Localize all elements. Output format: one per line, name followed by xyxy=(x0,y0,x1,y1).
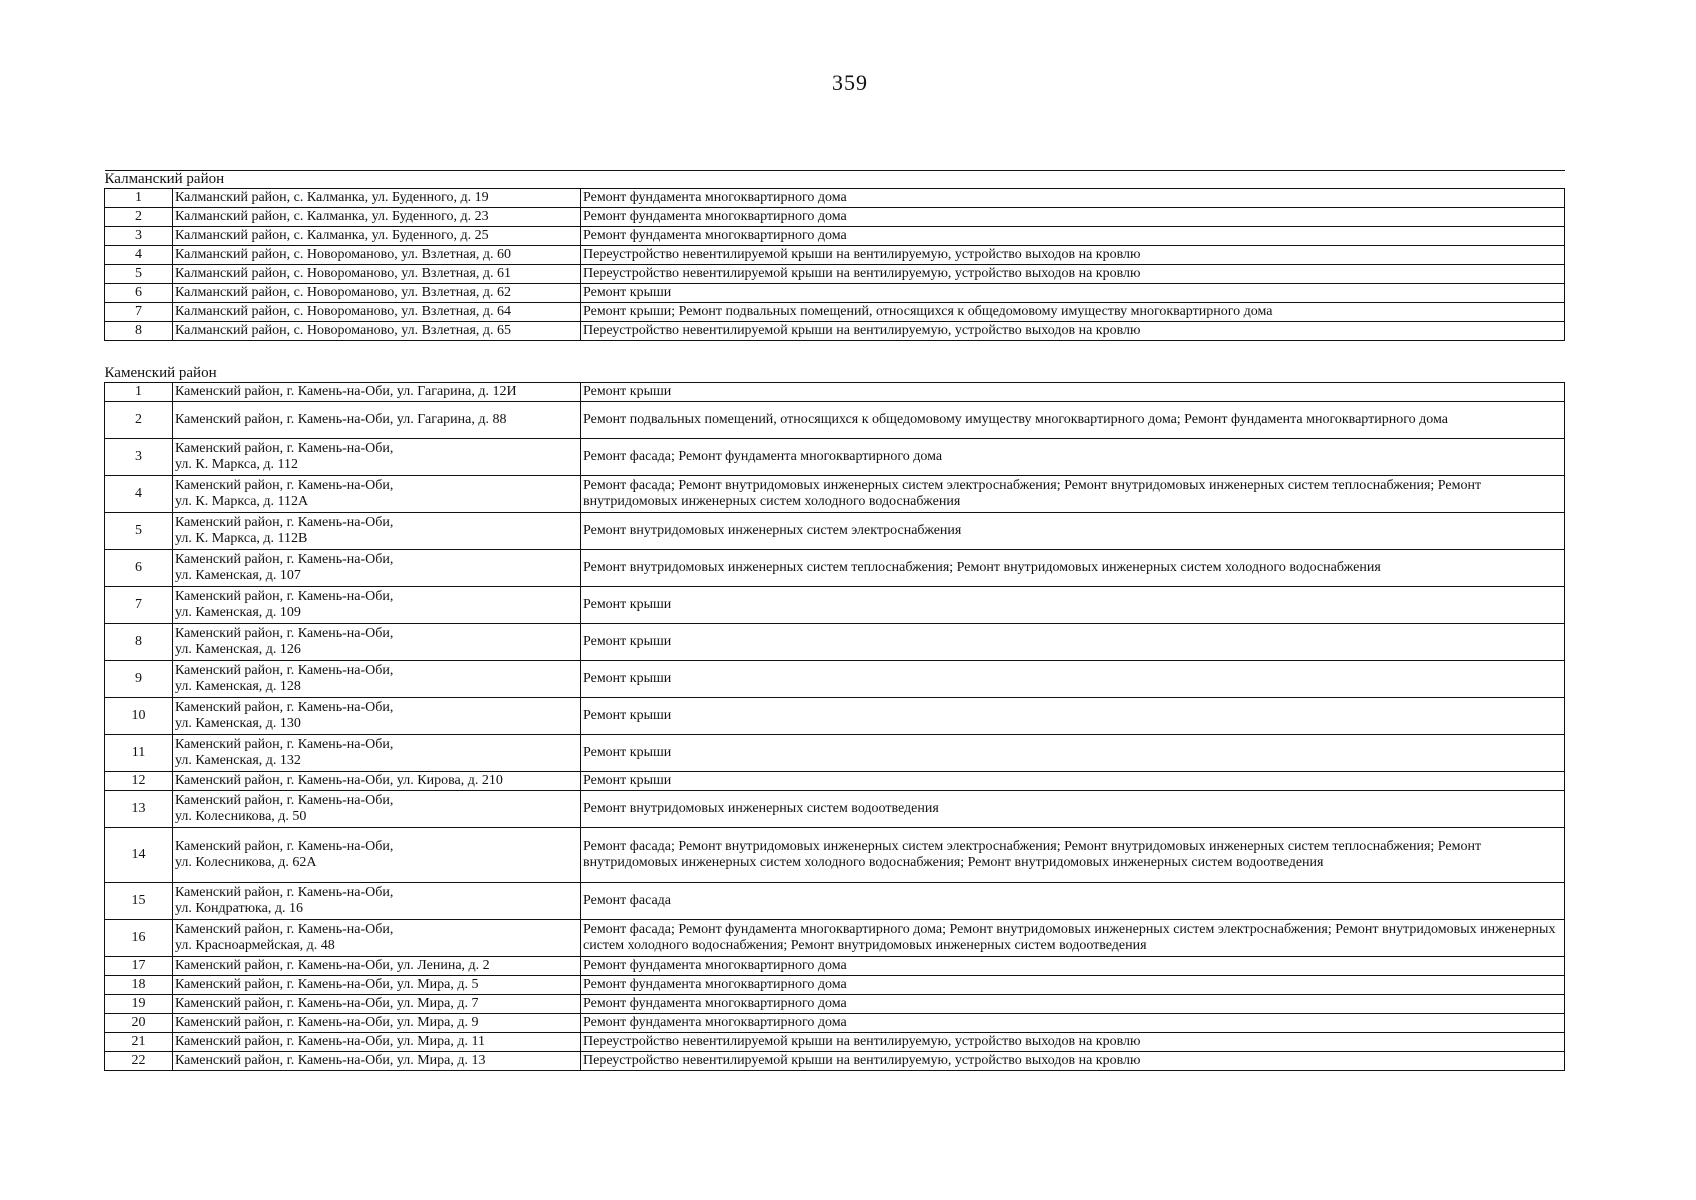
row-number: 13 xyxy=(105,791,173,828)
table-row xyxy=(105,1033,1565,1052)
table-row xyxy=(105,624,1565,661)
table-row xyxy=(105,322,1565,341)
row-number: 6 xyxy=(105,284,173,303)
row-address: Каменский район, г. Камень-на-Оби, ул. Красноармейская, д. 48 xyxy=(173,920,581,957)
section-header-row xyxy=(105,171,1565,189)
table-row xyxy=(105,513,1565,550)
row-works: Переустройство невентилируемой крыши на вентилируемую, устройство выходов на кровлю xyxy=(581,265,1565,284)
row-works: Ремонт внутридомовых инженерных систем электроснабжения xyxy=(581,513,1565,550)
row-address: Калманский район, с. Новороманово, ул. Взлетная, д. 65 xyxy=(173,322,581,341)
row-address: Калманский район, с. Новороманово, ул. Взлетная, д. 61 xyxy=(173,265,581,284)
table-row xyxy=(105,550,1565,587)
table-row xyxy=(105,189,1565,208)
table-row xyxy=(105,246,1565,265)
table-body xyxy=(105,171,1565,1071)
row-works: Ремонт фундамента многоквартирного дома xyxy=(581,995,1565,1014)
table-row xyxy=(105,957,1565,976)
table-row xyxy=(105,383,1565,402)
row-number: 2 xyxy=(105,208,173,227)
section-title: Калманский район xyxy=(105,171,1565,189)
row-number: 1 xyxy=(105,189,173,208)
row-number: 8 xyxy=(105,624,173,661)
row-number: 22 xyxy=(105,1052,173,1071)
row-works: Ремонт крыши xyxy=(581,772,1565,791)
table-row xyxy=(105,265,1565,284)
row-works: Ремонт внутридомовых инженерных систем теплоснабжения; Ремонт внутридомовых инженерных систем холодного водоснабжения xyxy=(581,550,1565,587)
row-address: Каменский район, г. Камень-на-Оби, ул. К. Маркса, д. 112А xyxy=(173,476,581,513)
row-works: Ремонт крыши xyxy=(581,587,1565,624)
table-row xyxy=(105,303,1565,322)
row-works: Ремонт крыши; Ремонт подвальных помещений, относящихся к общедомовому имуществу многоквартирного дома xyxy=(581,303,1565,322)
row-address: Каменский район, г. Камень-на-Оби, ул. Мира, д. 11 xyxy=(173,1033,581,1052)
table-row xyxy=(105,227,1565,246)
row-address: Каменский район, г. Камень-на-Оби, ул. Каменская, д. 128 xyxy=(173,661,581,698)
row-works: Ремонт фасада; Ремонт фундамента многоквартирного дома; Ремонт внутридомовых инженерных систем электроснабжения; Ремонт внутридомовых инженерных систем холодного водоснабжения; Ремонт внутридомовых инженерных систем водоотведения xyxy=(581,920,1565,957)
row-number: 19 xyxy=(105,995,173,1014)
row-number: 5 xyxy=(105,513,173,550)
row-address: Калманский район, с. Новороманово, ул. Взлетная, д. 60 xyxy=(173,246,581,265)
row-works: Ремонт крыши xyxy=(581,624,1565,661)
row-number: 5 xyxy=(105,265,173,284)
page-number: 359 xyxy=(832,70,868,95)
row-address: Каменский район, г. Камень-на-Оби, ул. Мира, д. 13 xyxy=(173,1052,581,1071)
row-works: Переустройство невентилируемой крыши на вентилируемую, устройство выходов на кровлю xyxy=(581,246,1565,265)
row-works: Ремонт фундамента многоквартирного дома xyxy=(581,227,1565,246)
row-address: Каменский район, г. Камень-на-Оби, ул. Каменская, д. 132 xyxy=(173,735,581,772)
row-works: Ремонт фундамента многоквартирного дома xyxy=(581,1014,1565,1033)
row-address: Каменский район, г. Камень-на-Оби, ул. Мира, д. 7 xyxy=(173,995,581,1014)
row-address: Калманский район, с. Новороманово, ул. Взлетная, д. 62 xyxy=(173,284,581,303)
table-row xyxy=(105,828,1565,883)
row-number: 6 xyxy=(105,550,173,587)
row-works: Ремонт фундамента многоквартирного дома xyxy=(581,208,1565,227)
table-row xyxy=(105,995,1565,1014)
table-row xyxy=(105,208,1565,227)
row-address: Калманский район, с. Калманка, ул. Буденного, д. 23 xyxy=(173,208,581,227)
row-address: Калманский район, с. Калманка, ул. Буденного, д. 25 xyxy=(173,227,581,246)
row-works: Переустройство невентилируемой крыши на вентилируемую, устройство выходов на кровлю xyxy=(581,322,1565,341)
row-address: Каменский район, г. Камень-на-Оби, ул. Мира, д. 9 xyxy=(173,1014,581,1033)
row-address: Каменский район, г. Камень-на-Оби, ул. Кондратюка, д. 16 xyxy=(173,883,581,920)
row-number: 3 xyxy=(105,227,173,246)
row-works: Ремонт крыши xyxy=(581,661,1565,698)
row-number: 20 xyxy=(105,1014,173,1033)
row-works: Ремонт внутридомовых инженерных систем водоотведения xyxy=(581,791,1565,828)
table-row xyxy=(105,284,1565,303)
row-works: Переустройство невентилируемой крыши на вентилируемую, устройство выходов на кровлю xyxy=(581,1033,1565,1052)
row-address: Каменский район, г. Камень-на-Оби, ул. Кирова, д. 210 xyxy=(173,772,581,791)
row-address: Каменский район, г. Камень-на-Оби, ул. Ленина, д. 2 xyxy=(173,957,581,976)
row-number: 16 xyxy=(105,920,173,957)
row-address: Каменский район, г. Камень-на-Оби, ул. Гагарина, д. 88 xyxy=(173,402,581,439)
row-works: Ремонт фасада; Ремонт фундамента многоквартирного дома xyxy=(581,439,1565,476)
table-row xyxy=(105,476,1565,513)
row-number: 8 xyxy=(105,322,173,341)
section-header-row xyxy=(105,365,1565,383)
table-row xyxy=(105,439,1565,476)
row-works: Ремонт фундамента многоквартирного дома xyxy=(581,957,1565,976)
row-number: 9 xyxy=(105,661,173,698)
repair-works-table xyxy=(104,170,1565,1071)
table-row xyxy=(105,698,1565,735)
row-works: Ремонт крыши xyxy=(581,284,1565,303)
row-address: Каменский район, г. Камень-на-Оби, ул. Мира, д. 5 xyxy=(173,976,581,995)
row-address: Калманский район, с. Новороманово, ул. Взлетная, д. 64 xyxy=(173,303,581,322)
table-row xyxy=(105,661,1565,698)
row-works: Ремонт фасада; Ремонт внутридомовых инженерных систем электроснабжения; Ремонт внутридомовых инженерных систем теплоснабжения; Ремонт внутридомовых инженерных систем холодного водоснабжения; Ремонт внутридомовых инженерных систем водоотведения xyxy=(581,828,1565,883)
table-row xyxy=(105,587,1565,624)
row-number: 10 xyxy=(105,698,173,735)
row-number: 15 xyxy=(105,883,173,920)
row-address: Каменский район, г. Камень-на-Оби, ул. К. Маркса, д. 112В xyxy=(173,513,581,550)
table-row xyxy=(105,772,1565,791)
table-row xyxy=(105,1052,1565,1071)
table-row xyxy=(105,920,1565,957)
row-number: 7 xyxy=(105,587,173,624)
row-number: 21 xyxy=(105,1033,173,1052)
table-row xyxy=(105,791,1565,828)
row-works: Ремонт фасада; Ремонт внутридомовых инженерных систем электроснабжения; Ремонт внутридомовых инженерных систем теплоснабжения; Ремонт внутридомовых инженерных систем холодного водоснабжения xyxy=(581,476,1565,513)
row-works: Ремонт крыши xyxy=(581,698,1565,735)
row-works: Ремонт подвальных помещений, относящихся к общедомовому имуществу многоквартирного дома; Ремонт фундамента многоквартирного дома xyxy=(581,402,1565,439)
section-gap xyxy=(105,341,1565,366)
row-address: Каменский район, г. Камень-на-Оби, ул. Гагарина, д. 12И xyxy=(173,383,581,402)
row-number: 4 xyxy=(105,246,173,265)
row-address: Каменский район, г. Камень-на-Оби, ул. К. Маркса, д. 112 xyxy=(173,439,581,476)
row-number: 1 xyxy=(105,383,173,402)
row-works: Переустройство невентилируемой крыши на вентилируемую, устройство выходов на кровлю xyxy=(581,1052,1565,1071)
row-number: 18 xyxy=(105,976,173,995)
row-address: Каменский район, г. Камень-на-Оби, ул. Каменская, д. 107 xyxy=(173,550,581,587)
row-number: 7 xyxy=(105,303,173,322)
table-row xyxy=(105,883,1565,920)
row-address: Каменский район, г. Камень-на-Оби, ул. Каменская, д. 109 xyxy=(173,587,581,624)
row-number: 12 xyxy=(105,772,173,791)
row-works: Ремонт крыши xyxy=(581,383,1565,402)
row-address: Каменский район, г. Камень-на-Оби, ул. Колесникова, д. 50 xyxy=(173,791,581,828)
section-title: Каменский район xyxy=(105,365,1565,383)
row-number: 17 xyxy=(105,957,173,976)
row-number: 11 xyxy=(105,735,173,772)
table-row xyxy=(105,1014,1565,1033)
table-row xyxy=(105,402,1565,439)
row-address: Каменский район, г. Камень-на-Оби, ул. Каменская, д. 130 xyxy=(173,698,581,735)
row-address: Калманский район, с. Калманка, ул. Буденного, д. 19 xyxy=(173,189,581,208)
row-number: 4 xyxy=(105,476,173,513)
row-works: Ремонт крыши xyxy=(581,735,1565,772)
row-works: Ремонт фасада xyxy=(581,883,1565,920)
row-number: 2 xyxy=(105,402,173,439)
table-row xyxy=(105,976,1565,995)
row-works: Ремонт фундамента многоквартирного дома xyxy=(581,976,1565,995)
row-address: Каменский район, г. Камень-на-Оби, ул. Каменская, д. 126 xyxy=(173,624,581,661)
row-number: 3 xyxy=(105,439,173,476)
table-row xyxy=(105,735,1565,772)
row-number: 14 xyxy=(105,828,173,883)
row-works: Ремонт фундамента многоквартирного дома xyxy=(581,189,1565,208)
row-address: Каменский район, г. Камень-на-Оби, ул. Колесникова, д. 62А xyxy=(173,828,581,883)
